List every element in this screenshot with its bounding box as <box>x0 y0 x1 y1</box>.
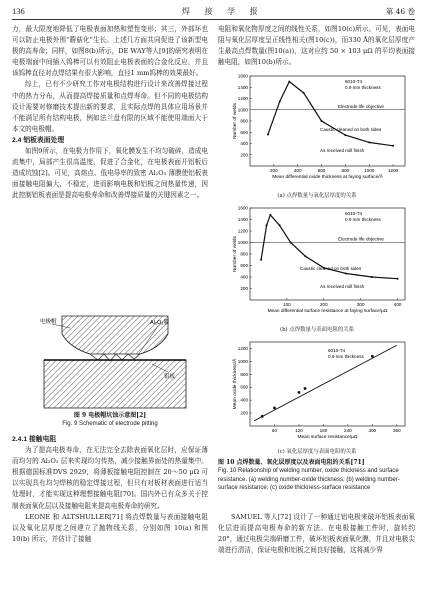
annotation-alloy: 6010-T4 <box>345 211 363 216</box>
y-tick-label: 1600 <box>237 73 248 79</box>
journal-title: 焊 接 学 报 <box>182 7 264 16</box>
annotation-thickness: 0.9 mm thickness <box>345 217 381 222</box>
x-tick-label: 120 <box>295 428 303 433</box>
left-column-bottom <box>12 434 208 545</box>
x-tick-label: 360 <box>393 428 401 433</box>
x-tick-label: 100 <box>283 302 291 307</box>
figure-9-caption: 图 9 电极帽坑蚀示意图[2] Fig. 9 Schematic of electrode pitting <box>62 412 158 428</box>
data-point <box>397 278 399 280</box>
paragraph: 综上，已有不少研究工作对电极结构进行设计来改善焊接过程中的热力分布，从而提高焊接质量和点焊寿命。但不同的电极结构设计需要对修磨技术提出新的要求，且实际点焊的具体应用场景并不能满足所有结构电极，例如法兰盘有限的区域不能使用端面大于本文的电极帽。 <box>12 80 208 133</box>
annotation-mill: As received mill finish <box>320 148 365 153</box>
x-axis-label: Mean differential oxide thickness at faying surface/Å <box>272 175 383 180</box>
x-tick-label: 200 <box>270 168 278 173</box>
y-tick-label: 800 <box>240 118 248 124</box>
label-oxide: Al₂O₃膜 <box>150 320 170 326</box>
x-tick-label: 400 <box>393 302 402 307</box>
annotation-alloy: 6010-T4 <box>345 79 363 84</box>
right-column-top <box>218 24 415 68</box>
paragraph: 如图9所示，在电极力作用下，氧化膜发生不均匀破碎，造成电流集中，局部产生很高温度，促进了合金化，在电极表面开铝板后造成坑蚀[2]。可见，高熔点、低电导率的致密 Al₂O₃ 薄膜使铝板表面接触电阻偏大，不稳定，进而影响电极和铝板之间热量传递，因此控制铝板表面是提高电极寿命和改善焊接质量的关键因素之一。 <box>12 147 208 200</box>
x-tick-label: 1200 <box>387 168 399 173</box>
running-header <box>12 6 415 20</box>
subsection-heading: 2.4.1 接触电阻 <box>12 436 57 443</box>
data-point <box>260 259 262 261</box>
annotation-objective: Electrode life objective <box>338 236 384 242</box>
annotation-caustic: Caustic cleaned on both sides <box>320 127 382 132</box>
data-point <box>273 407 276 410</box>
y-tick-label: 200 <box>240 410 248 416</box>
page-number: 136 <box>12 6 25 16</box>
x-axis-label: Mean surface resistance/μΩ <box>297 435 358 440</box>
y-tick-label: 1000 <box>237 240 248 245</box>
data-point <box>371 276 373 278</box>
paragraph: LEONE 和 ALTSHULLER[71] 将点焊数量与表面接触电阻以及氧化层厚度之间建立了抛物线关系，分别如图 10(a) 和图 10(b) 所示，并估计了接触 <box>12 512 208 543</box>
x-axis-label: Mean differential surface resistance at faying surface/μΩ <box>267 309 388 314</box>
y-tick-label: 200 <box>240 152 248 158</box>
y-tick-label: 400 <box>240 274 248 280</box>
x-tick-label: 300 <box>356 302 365 307</box>
data-point <box>290 242 292 244</box>
data-point <box>344 134 346 136</box>
paragraph: 为了提高电极寿命，在无法完全去除表面氧化层时，应保证薄而均匀的 Al₂O₃ 层来实现均匀传热，减少接触界面处的热量集中。根据德国标准DVS 2929，将薄板接触电阻控制在 20～50 μΩ 可以实现具有均匀焊核的稳定焊接过程，但只有对板材表面进行适当处理时，才能实现这种理想接触电阻[70]。国内外已有众多关于控制表面氧化层以及接触电阻来提高电极寿命的研究。 <box>12 446 208 510</box>
y-tick-label: 1200 <box>237 228 248 234</box>
y-tick-label: 1200 <box>237 96 248 101</box>
x-tick-label: 200 <box>319 302 328 307</box>
figure-10-caption: 图 10 点焊数量、氧化层厚度以及表面电阻的关系[71] Fig. 10 Relationship of welding number, oxide thickness and surface resistance. (a) welding number-oxide thickness; (b) welding number-surface resistance; (c) oxide thickness-surface resistance <box>218 459 400 492</box>
data-point <box>345 273 347 275</box>
y-axis-label: Number of welds <box>233 103 238 139</box>
chart-welds-vs-resistance <box>222 204 412 326</box>
figure-9-electrode-pitting <box>40 314 190 410</box>
y-tick-label: 600 <box>240 129 248 135</box>
x-tick-label: 800 <box>341 168 350 173</box>
y-axis-label: Mean oxide thickness/Å <box>233 358 238 410</box>
chart-a-caption: (a) 点焊数量与氧化层厚度的关系 <box>277 193 357 199</box>
y-tick-label: 800 <box>240 371 248 377</box>
x-tick-label: 1000 <box>364 168 375 173</box>
y-tick-label: 600 <box>240 384 248 390</box>
y-tick-label: 600 <box>240 263 248 268</box>
data-point <box>368 141 370 143</box>
label-sheet: 铝板 <box>164 374 176 380</box>
x-tick-label: 240 <box>344 428 352 433</box>
paragraph: SAMUEL 等人[72] 设计了一种通过铝电极来破坏铝板表面氧化层进而提高电极寿命的新方法。在电极接触工件时，旋转约 20°，通过电极尖端研磨工件，破坏铝板表面氧化膜，并且对电极尖端进行清洁，保证电极和铝板之间良好接触，这将减少界 <box>218 513 415 555</box>
chart-oxide-vs-resistance <box>222 338 412 448</box>
chart-b-caption: (b) 点焊数量与表面电阻的关系 <box>279 327 355 333</box>
y-tick-label: 1600 <box>237 205 248 211</box>
y-tick-label: 400 <box>240 141 248 146</box>
chart-c-caption: (c) 氧化层厚度与表面电阻的关系 <box>277 449 357 455</box>
left-column-top <box>12 24 208 202</box>
data-point <box>279 224 281 226</box>
x-tick-label: 300 <box>368 428 377 433</box>
label-electrode: 电极帽 <box>40 319 57 325</box>
data-point <box>303 92 305 94</box>
data-point <box>267 134 269 136</box>
data-point <box>288 81 290 83</box>
paragraph: 电阻和氧化物厚度之间的线性关系，如图10(c)所示。可见，表面电阻与氧化层厚度呈正线性相关(图10(c))，而330 Å的氧化层厚度产生最高点焊数量(图10(a))，这对应约 50 × 103 μΩ 的平均表面接触电阻，如图10(b)所示。 <box>218 25 415 67</box>
x-tick-label: 600 <box>317 168 326 173</box>
data-point <box>261 415 264 418</box>
data-point <box>279 100 281 102</box>
y-tick-label: 400 <box>240 397 248 403</box>
y-axis-label: Number of welds <box>233 236 238 272</box>
annotation-thickness: 0.9 mm thickness <box>345 85 381 90</box>
x-tick-label: 180 <box>319 428 328 433</box>
y-tick-label: 1400 <box>237 84 248 90</box>
annotation-objective: Electrode life objective <box>338 103 384 109</box>
x-tick-label: 60 <box>271 428 278 433</box>
fit-line <box>254 345 397 421</box>
y-tick-label: 1000 <box>237 107 248 113</box>
paragraph: 力，最大限度地降低了电极表面加热和塑性变形；其三，外部环也可以防止电极外围"蘑菇化"生长。上述几方面共同促进了该新型电极的高寿命；同样，如图8(b)所示，DE WAY等人[9]的研究表明在电极端面中间插入钨棒可以有效阻止电极表面的合金化反应，并且该钨棒直径对点焊结果有很大影响，直径1 mm钨棒的效果最好。 <box>12 25 208 78</box>
data-point <box>266 224 268 226</box>
y-tick-label: 800 <box>240 251 248 257</box>
data-point <box>371 355 374 358</box>
x-tick-label: 400 <box>293 168 302 173</box>
aluminum-sheet-shape <box>44 360 186 408</box>
data-point <box>304 387 307 390</box>
data-point <box>321 120 323 122</box>
data-point <box>304 255 306 257</box>
section-heading: 2.4 铝板表面处理 <box>12 136 65 144</box>
chart-welds-vs-oxide <box>222 72 412 192</box>
annotation-thickness: 0.9 mm thickness <box>328 354 364 359</box>
annotation-alloy: 6010-T4 <box>328 348 346 353</box>
header-rule <box>12 19 415 20</box>
series-line <box>268 82 393 146</box>
data-point <box>269 214 271 216</box>
y-tick-label: 1400 <box>237 217 248 222</box>
y-tick-label: 200 <box>240 286 248 291</box>
right-column-bottom <box>218 512 415 556</box>
annotation-mill: As received mill finish <box>320 284 365 289</box>
annotation-caustic: Caustic cleaned on both sides <box>300 266 362 271</box>
y-tick-label: 1000 <box>237 358 248 364</box>
y-tick-label: 1200 <box>237 345 248 351</box>
data-point <box>392 145 394 147</box>
data-point <box>298 391 301 394</box>
volume-label: 第 46 卷 <box>385 7 415 16</box>
